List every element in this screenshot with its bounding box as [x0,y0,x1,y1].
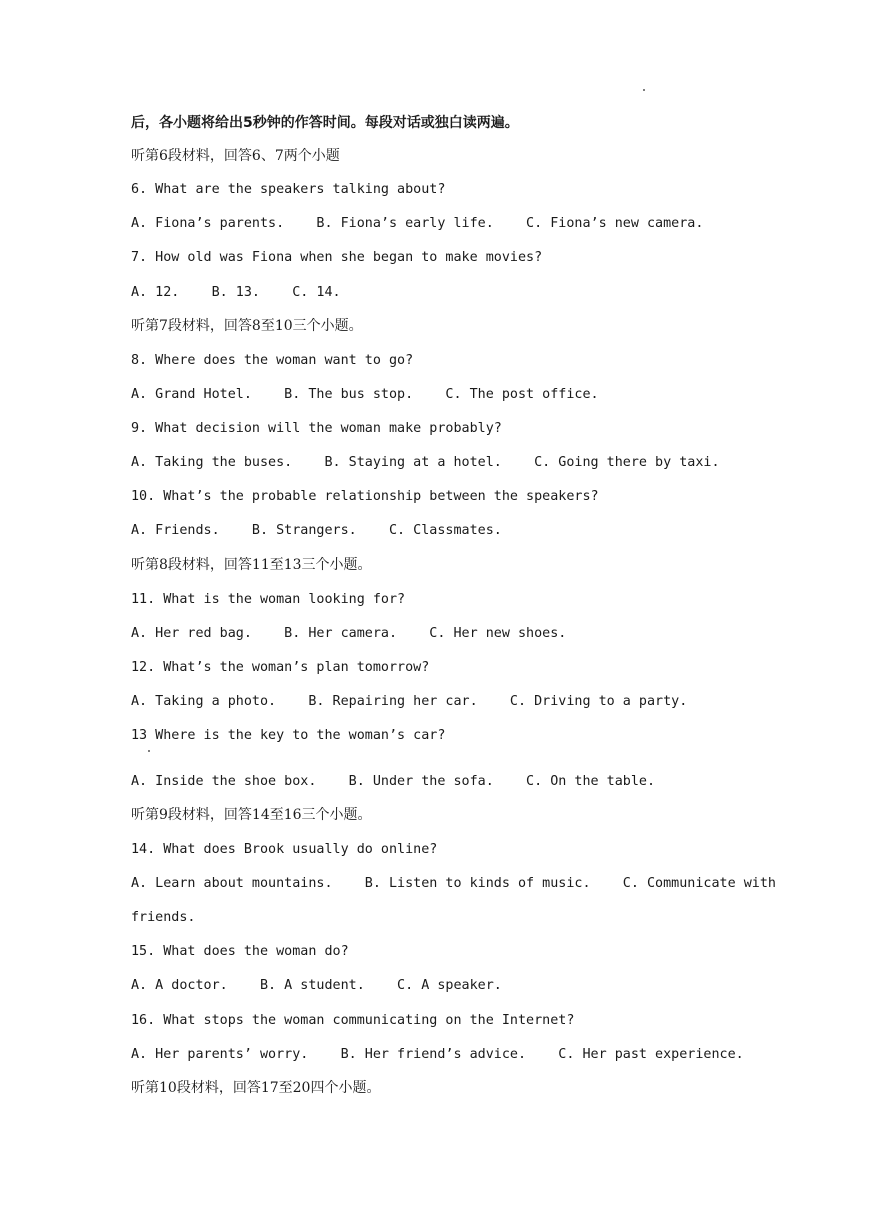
passage-heading: 听第9段材料，回答14至16三个小题。 [131,807,372,823]
answer-options: A. Learn about mountains. B. Listen to kinds of music. C. Communicate with [131,876,776,891]
answer-options: A. Inside the shoe box. B. Under the sofa. C. On the table. [131,774,656,789]
question: 6. What are the speakers talking about? [131,182,446,197]
passage-heading: 听第8段材料，回答11至13三个小题。 [131,557,372,573]
question: 8. Where does the woman want to go? [131,353,414,368]
question: 7. How old was Fiona when she began to make movies? [131,250,543,265]
question: 12. What’s the woman’s plan tomorrow? [131,660,430,675]
question: 14. What does Brook usually do online? [131,842,438,857]
stray-mark [148,750,150,752]
passage-heading: 听第10段材料，回答17至20四个小题。 [131,1080,381,1096]
question: 11. What is the woman looking for? [131,592,406,607]
question: 13 Where is the key to the woman’s car? [131,728,446,743]
question: 10. What’s the probable relationship between the speakers? [131,489,599,504]
answer-options: A. Friends. B. Strangers. C. Classmates. [131,523,502,538]
answer-options-continued: friends. [131,910,196,925]
answer-options: A. Fiona’s parents. B. Fiona’s early life. C. Fiona’s new camera. [131,216,704,231]
section-instruction: 后，各小题将给出5秒钟的作答时间。每段对话或独白读两遍。 [131,115,519,131]
passage-heading: 听第7段材料，回答8至10三个小题。 [131,318,363,334]
answer-options: A. Grand Hotel. B. The bus stop. C. The post office. [131,387,599,402]
question: 16. What stops the woman communicating on the Internet? [131,1013,575,1028]
answer-options: A. 12. B. 13. C. 14. [131,285,341,300]
question: 15. What does the woman do? [131,944,349,959]
stray-mark [643,89,645,91]
answer-options: A. Her red bag. B. Her camera. C. Her new shoes. [131,626,567,641]
answer-options: A. Taking a photo. B. Repairing her car. C. Driving to a party. [131,694,688,709]
answer-options: A. A doctor. B. A student. C. A speaker. [131,978,502,993]
answer-options: A. Her parents’ worry. B. Her friend’s advice. C. Her past experience. [131,1047,744,1062]
question: 9. What decision will the woman make probably? [131,421,502,436]
passage-heading: 听第6段材料，回答6、7两个小题 [131,148,340,164]
answer-options: A. Taking the buses. B. Staying at a hotel. C. Going there by taxi. [131,455,720,470]
